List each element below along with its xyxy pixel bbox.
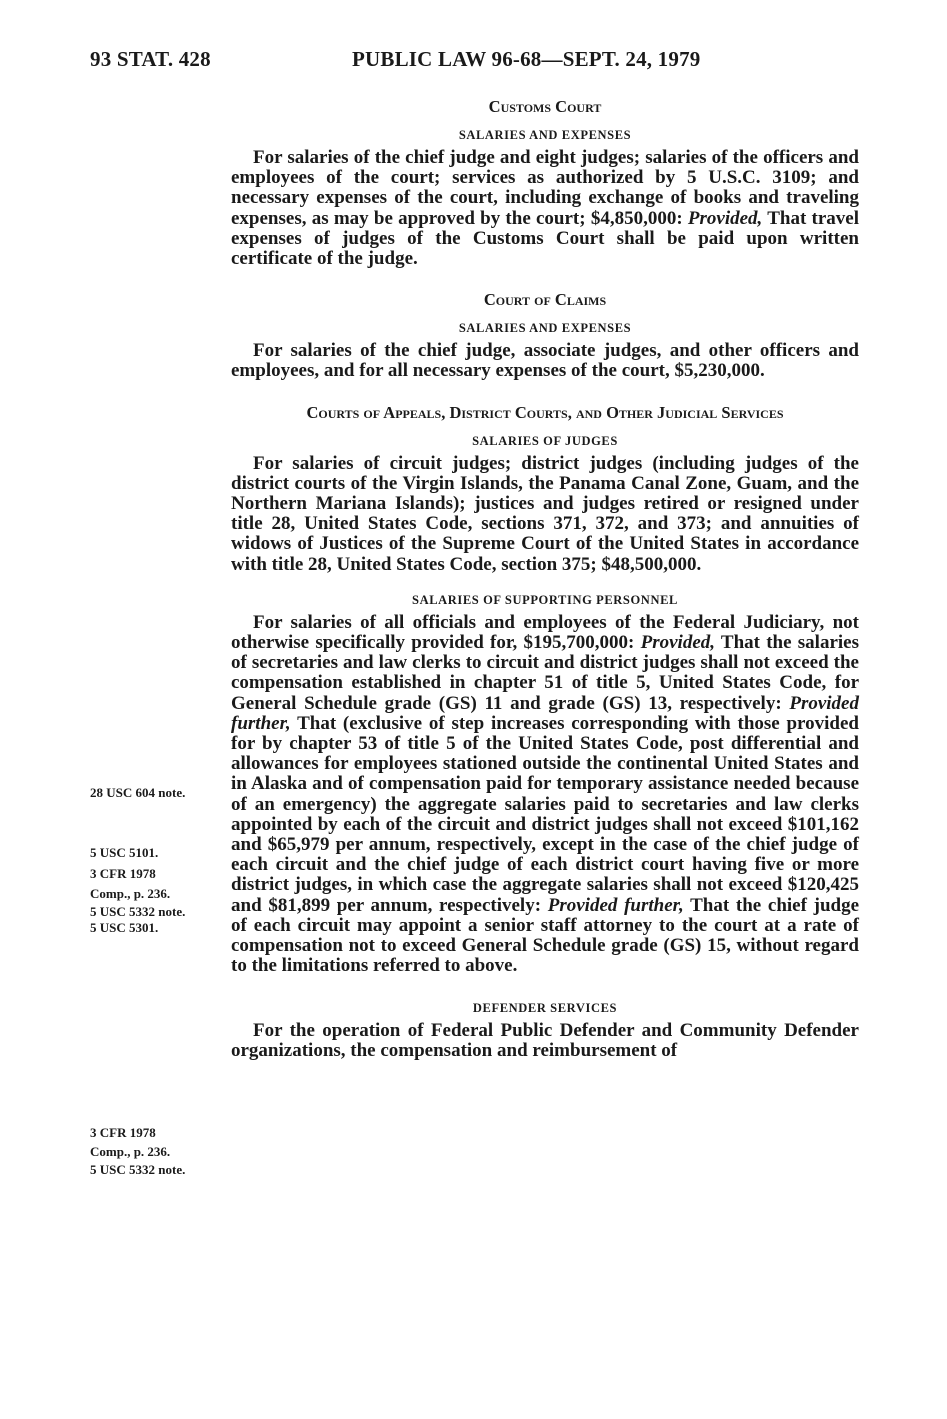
law-title: PUBLIC LAW 96-68—SEPT. 24, 1979 [352,47,701,71]
margin-note: 5 USC 5332 note. [90,1162,186,1177]
subtitle-salaries-of-judges: SALARIES OF JUDGES [472,433,618,448]
section-title-customs-court: Customs Court [488,97,602,116]
paragraph-supporting-personnel: For salaries of all officials and employees of the Federal Judiciary, not otherwise specifically provided for, $195,700,000: Provided, That the salaries of secretaries and law clerks to circuit and district judges shall not exceed the compensation established in chapter 51 of title 5, United States Code, for General Schedule grade (GS) 11 and grade (GS) 13, respectively: Provided further, That (exclusive of step increases corresponding with those provided for by chapter 53 of title 5 of the United States Code, post differential and allowances for employees stationed outside the continental United States and in Alaska and of compensation paid for temporary assistance needed because of an emergency) the aggregate salaries paid to secretaries and law clerks appointed by each of the circuit and district judges shall not exceed $101,162 and $65,979 per annum, respectively, except in the case of the chief judge of each circuit and the chief judge of each district court having five or more district judges, in which case the aggregate salaries shall not exceed $120,425 and $81,899 per annum, respectively: Provided further, That the chief judge of each circuit may appoint a senior staff attorney to the court at a rate of compensation not to exceed General Schedule grade (GS) 15, without regard to the limitations referred to above. [231,611,860,977]
margin-note: 3 CFR 1978 [90,1125,156,1140]
running-head [90,47,860,77]
margin-note: 5 USC 5332 note. [90,904,186,919]
subtitle-claims-salaries: SALARIES AND EXPENSES [458,321,632,336]
body-column [231,90,859,1061]
subtitle-supporting-personnel: SALARIES OF SUPPORTING PERSONNEL [412,592,678,607]
paragraph-customs-court: For salaries of the chief judge and eight judges; salaries of the officers and employees of the court; services as authorized by 5 U.S.C. 3109; and necessary expenses of the court, including exchange of books and traveling expenses, as may be approved by the court; $4,850,000: Provided, That travel expenses of judges of the Customs Court shall be paid upon written certificate of the judge. [231,147,859,270]
margin-note: 28 USC 604 note. [90,785,186,800]
margin-note: 5 USC 5101. [90,845,159,860]
margin-note: 3 CFR 1978 [90,866,156,881]
section-title-court-of-claims: Court of Claims [483,290,607,310]
paragraph-salaries-of-judges: For salaries of circuit judges; district judges (including judges of the district courts of the Virgin Islands, the Panama Canal Zone, Guam, and the Northern Mariana Islands); justices and judges retired or resigned under title 28, United States Code, sections 371, 372, and 373; and annuities of widows of Justices of the Supreme Court of the United States in accordance with title 28, United States Code, section 375; $48,500,000. [231,452,859,575]
stat-page-number: 93 STAT. 428 [90,47,211,71]
margin-note: 5 USC 5301. [90,920,159,935]
subtitle-customs-salaries: SALARIES AND EXPENSES [458,128,632,142]
margin-note: Comp., p. 236. [90,1144,171,1159]
paragraph-court-of-claims: For salaries of the chief judge, associate judges, and other officers and employees, and for all necessary expenses of the court, $5,230,000. [231,340,859,382]
paragraph-defender-services: For the operation of Federal Public Defender and Community Defender organizations, the compensation and reimbursement of [231,1019,859,1061]
margin-note: Comp., p. 236. [90,886,171,901]
subtitle-defender-services: DEFENDER SERVICES [472,1000,618,1015]
section-title-courts-of-appeals: Courts of Appeals, District Courts, and Other Judicial Services [306,402,784,422]
